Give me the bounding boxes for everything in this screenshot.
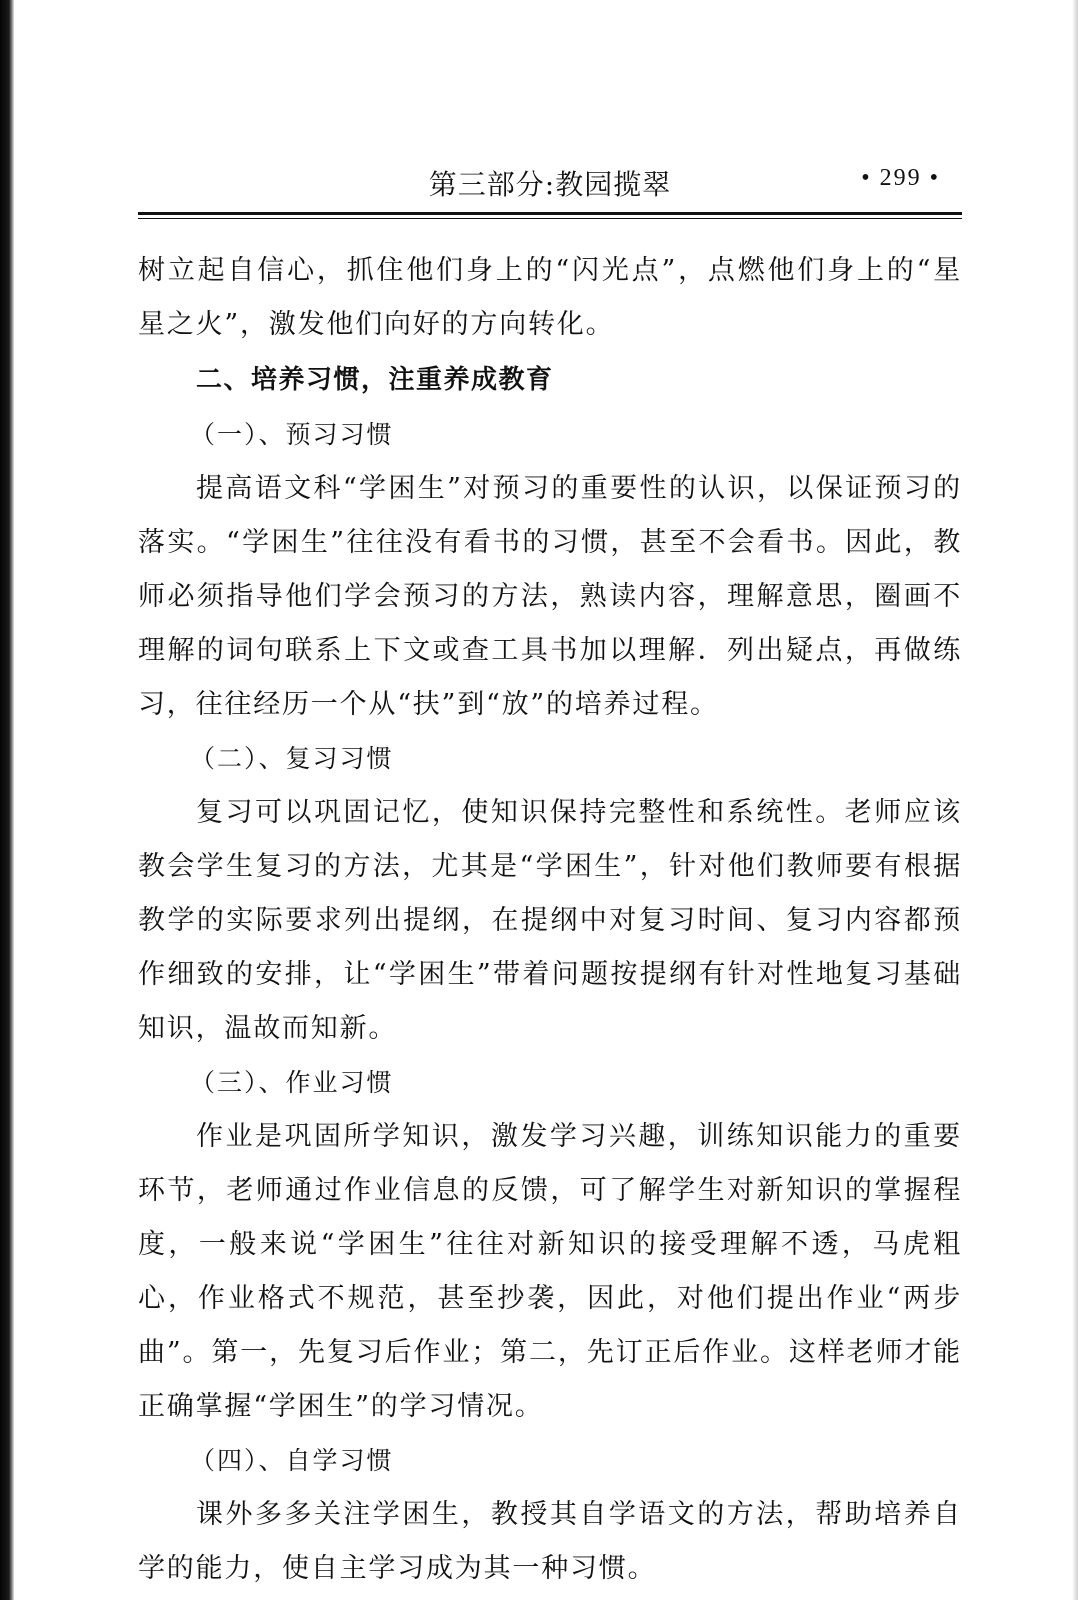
header-rule-thick: [138, 212, 962, 215]
paragraph-review-habit: 复习可以巩固记忆，使知识保持完整性和系统性。老师应该教会学生复习的方法，尤其是“学困生”，针对他们教师要有根据教学的实际要求列出提纲，在提纲中对复习时间、复习内容都预作细致的安排，让“学困生”带着问题按提纲有针对性地复习基础知识，温故而知新。: [138, 797, 962, 1044]
book-page: [138, 0, 962, 1600]
subheading-selfstudy-habit: （四）、自学习惯: [190, 1446, 394, 1475]
page-body: [138, 244, 962, 1596]
header-rule-thin: [138, 218, 962, 219]
paragraph-homework-habit: 作业是巩固所学知识，激发学习兴趣，训练知识能力的重要环节，老师通过作业信息的反馈，可了解学生对新知识的掌握程度，一般来说“学困生”往往对新知识的接受理解不透，马虎粗心，作业格式不规范，甚至抄袭，因此，对他们提出作业“两步曲”。第一，先复习后作业；第二，先订正后作业。这样老师才能正确掌握“学困生”的学习情况。: [138, 1121, 962, 1422]
page-number: • 299 •: [861, 165, 940, 191]
subheading-homework-habit: （三）、作业习惯: [190, 1068, 394, 1097]
paragraph-selfstudy-habit: 课外多多关注学困生，教授其自学语文的方法，帮助培养自学的能力，使自主学习成为其一种习惯。: [138, 1499, 962, 1584]
running-header: [138, 163, 962, 203]
scan-shadow-edge: [0, 0, 14, 1600]
subheading-preview-habit: （一）、预习习惯: [190, 420, 394, 449]
subheading-review-habit: （二）、复习习惯: [190, 744, 394, 773]
section-heading: 二、培养习惯，注重养成教育: [196, 365, 554, 395]
paragraph-continued: 树立起自信心，抓住他们身上的“闪光点”，点燃他们身上的“星星之火”，激发他们向好的方向转化。: [138, 255, 962, 340]
section-title: 第三部分:教园揽翠: [428, 168, 672, 201]
paragraph-preview-habit: 提高语文科“学困生”对预习的重要性的认识，以保证预习的落实。“学困生”往往没有看书的习惯，甚至不会看书。因此，教师必须指导他们学会预习的方法，熟读内容，理解意思，圈画不理解的词句联系上下文或查工具书加以理解．列出疑点，再做练习，往往经历一个从“扶”到“放”的培养过程。: [138, 473, 962, 720]
scan-right-edge: [1072, 0, 1078, 1600]
